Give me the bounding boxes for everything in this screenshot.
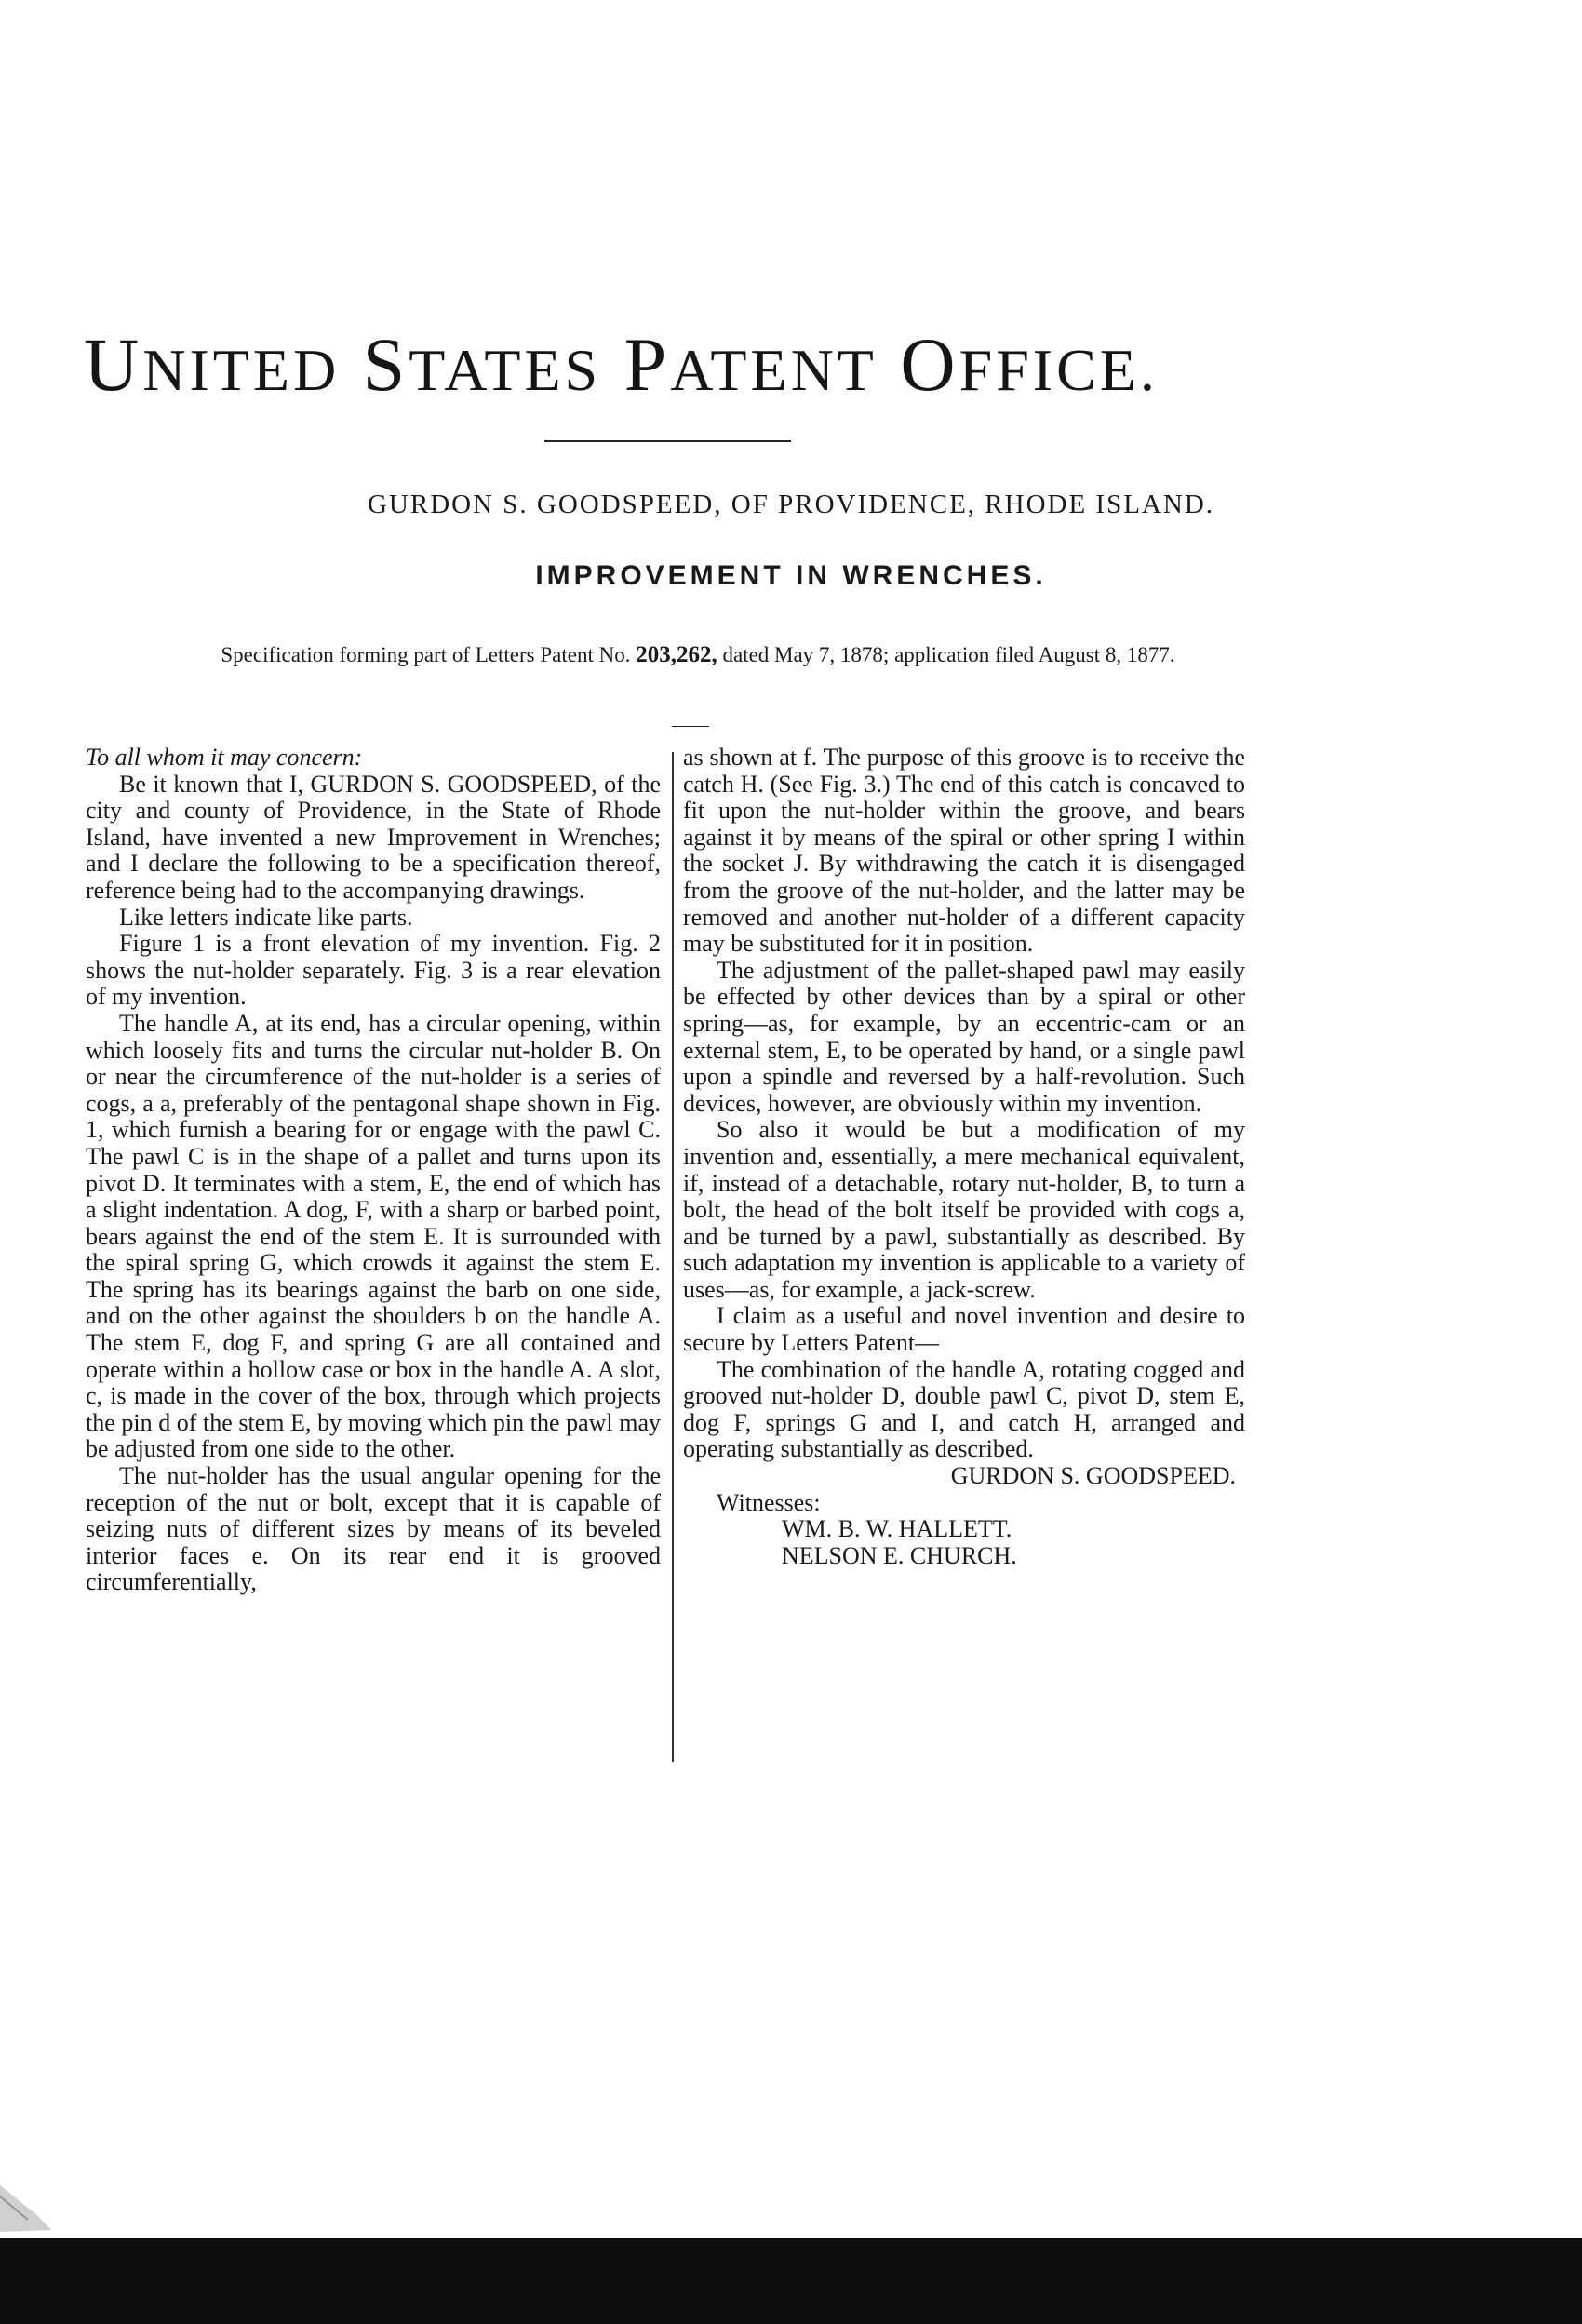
column-divider [672,752,674,1762]
heading-word-2-rest: TATES [409,337,602,403]
heading-word-1-cap: U [84,322,143,407]
paragraph: as shown at f. The purpose of this groove is to receive the catch H. (See Fig. 3.) The end of this catch is concaved to fit upon the nut-holder within the groove, and bears against it by means of the spiral or other spring I within the socket J. By withdrawing the catch it is disengaged from the groove of the nut-holder, and the latter may be removed and another nut-holder of a different capacity may be substituted for it in position. [683,744,1245,958]
inventor-signature: GURDON S. GOODSPEED. [950,1462,1236,1490]
heading-word-4-rest: FFICE. [959,337,1159,403]
right-column [683,745,1245,1569]
spec-rule [672,726,709,727]
witnesses-label: Witnesses: [717,1488,821,1516]
heading-word-3-rest: ATENT [670,337,878,403]
witness-name: NELSON E. CHURCH. [782,1541,1017,1569]
claim-paragraph: The combination of the handle A, rotating cogged and grooved nut-holder D, double pawl C, pivot D, stem E, dog F, springs G and I, and catch H, arranged and operating substantially as described. [683,1355,1245,1463]
heading-word-2-cap: S [362,322,409,407]
heading-word-1-rest: NITED [142,337,341,403]
paragraph: I claim as a useful and novel invention and desire to secure by Letters Patent— [683,1302,1245,1357]
patent-office-heading [84,321,1266,409]
heading-word-3-cap: P [623,322,671,407]
paragraph: Be it known that I, GURDON S. GOODSPEED, of the city and county of Providence, in the State of Rhode Island, have invented a new Improvement in Wrenches; and I declare the following to be a specification thereof, reference being had to the accompanying drawings. [86,770,661,904]
invention-title: IMPROVEMENT IN WRENCHES. [535,560,1047,591]
spec-prefix: Specification forming part of Letters Patent No. [221,643,631,666]
witness-name: WM. B. W. HALLETT. [782,1515,1012,1543]
paragraph: So also it would be but a modification of my invention and, essentially, a mere mechanical equivalent, if, instead of a detachable, rotary nut-holder, B, to turn a bolt, the head of the bolt itself be provided with cogs a, and be turned by a pawl, substantially as described. By such adaptation my invention is applicable to a variety of uses—as, for example, a jack-screw. [683,1116,1245,1303]
scan-artifact [0,2178,65,2234]
salutation: To all whom it may concern: [86,744,363,771]
specification-line [163,642,1233,668]
paragraph: The adjustment of the pallet-shaped pawl may easily be effected by other devices than by a spiral or other spring—as, for example, by an eccentric-cam or an external stem, E, to be operated by hand, or a single pawl upon a spindle and reversed by a half-revolution. Such devices, however, are obviously within my invention. [683,956,1245,1117]
spec-suffix: dated May 7, 1878; application filed August 8, 1877. [722,643,1175,666]
paragraph: The handle A, at its end, has a circular opening, within which loosely fits and turns the circular nut-holder B. On or near the circumference of the nut-holder is a series of cogs, a a, preferably of the pentagonal shape shown in Fig. 1, which furnish a bearing for or engage with the pawl C. The pawl C is in the shape of a pallet and turns upon its pivot D. It terminates with a stem, E, the end of which has a slight indentation. A dog, F, with a sharp or barbed point, bears against the end of the stem E. It is surrounded with the spiral spring G, which crowds it against the stem E. The spring has its bearings against the barb on one side, and on the other against the shoulders b on the handle A. The stem E, dog F, and spring G are all contained and operate within a hollow case or box in the handle A. A slot, c, is made in the cover of the box, through which projects the pin d of the stem E, by moving which pin the pawl may be adjusted from one side to the other. [86,1009,661,1463]
paragraph: The nut-holder has the usual angular opening for the reception of the nut or bolt, except that it is capable of seizing nuts of different sizes by means of its beveled interior faces e. On its rear end it is grooved circumferentially, [86,1462,661,1596]
patent-number: 203,262, [636,642,717,667]
paragraph: Like letters indicate like parts. [119,903,413,931]
scan-bottom-edge [0,2238,1582,2324]
left-column [86,745,661,1596]
paragraph: Figure 1 is a front elevation of my invention. Fig. 2 shows the nut-holder separately. Fig. 3 is a rear elevation of my invention. [86,930,661,1011]
heading-rule [544,440,791,442]
inventor-line: GURDON S. GOODSPEED, OF PROVIDENCE, RHODE ISLAND. [367,490,1215,519]
heading-word-4-cap: O [900,322,959,407]
